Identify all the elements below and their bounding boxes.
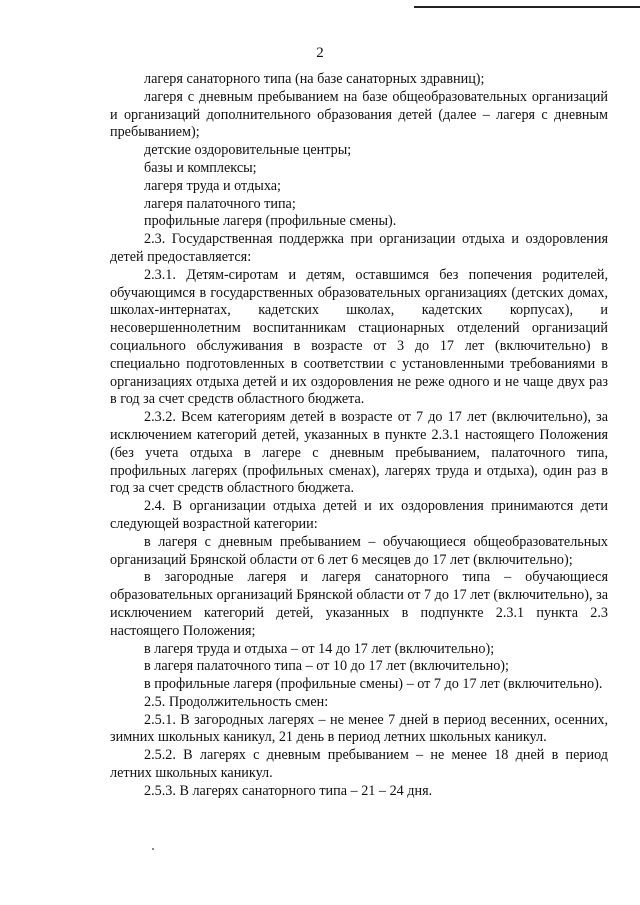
paragraph: в лагеря труда и отдыха – от 14 до 17 лет (включительно);	[144, 640, 495, 657]
paragraph: лагеря труда и отдыха;	[144, 177, 281, 194]
paragraph: детские оздоровительные центры;	[144, 142, 352, 159]
scan-artifact	[152, 848, 154, 850]
paragraph: профильные лагеря (профильные смены).	[144, 213, 397, 230]
paragraph: в загородные лагеря и лагеря санаторного типа – обучающиеся образовательных организаций Брянской области от 7 до 17 лет (включительно), за исключением категорий детей, указанных в подпункте 2.3.1 пункта 2.3 настоящего Положения;	[110, 569, 608, 639]
paragraph: 2.5.1. В загородных лагерях – не менее 7 дней в период весенних, осенних, зимних школьных каникул, 21 день в период летних школьных каникул.	[110, 711, 608, 746]
paragraph: в лагеря палаточного типа – от 10 до 17 лет (включительно);	[144, 658, 509, 675]
paragraph: 2.5.3. В лагерях санаторного типа – 21 – 24 дня.	[144, 782, 433, 799]
document-body	[110, 71, 608, 801]
paragraph: лагеря санаторного типа (на базе санаторных здравниц);	[144, 71, 485, 87]
page-number: 2	[316, 45, 324, 61]
paragraph: в лагеря с дневным пребыванием – обучающиеся общеобразовательных организаций Брянской области от 6 лет 6 месяцев до 17 лет (включительно);	[110, 533, 608, 568]
paragraph: 2.3.2. Всем категориям детей в возрасте от 7 до 17 лет (включительно), за исключением категорий детей, указанных в пункте 2.3.1 настоящего Положения (без учета отдыха в лагере с дневным пребыванием, палаточного типа, профильных лагерях (профильных сменах), лагерях труда и отдыха), один раз в год за счет средств областного бюджета.	[110, 409, 608, 497]
top-rule	[414, 6, 640, 8]
paragraph: 2.3. Государственная поддержка при организации отдыха и оздоровления детей предоставляется:	[110, 231, 608, 265]
paragraph: 2.4. В организации отдыха детей и их оздоровления принимаются дети следующей возрастной категории:	[110, 498, 608, 532]
paragraph: лагеря с дневным пребыванием на базе общеобразовательных организаций и организаций дополнительного образования детей (далее – лагеря с дневным пребыванием);	[110, 88, 608, 141]
paragraph: 2.5. Продолжительность смен:	[144, 693, 329, 710]
paragraph: 2.3.1. Детям-сиротам и детям, оставшимся без попечения родителей, обучающимся в государственных образовательных организациях (детских домах, школах-интернатах, кадетских школах, кадетских корпусах), и несовершеннолетним воспитанникам стационарных отделений организаций социального обслуживания в возрасте от 3 до 17 лет (включительно) в специально подготовленных в соответствии с установленными требованиями в организациях отдыха детей и их оздоровления не реже одного и не чаще двух раз в год за счет средств областного бюджета.	[110, 266, 608, 408]
paragraph: лагеря палаточного типа;	[144, 195, 296, 212]
paragraph: 2.5.2. В лагерях с дневным пребыванием – не менее 18 дней в период летних школьных каникул.	[110, 747, 608, 782]
paragraph: в профильные лагеря (профильные смены) – от 7 до 17 лет (включительно).	[144, 676, 603, 693]
paragraph: базы и комплексы;	[144, 159, 257, 176]
